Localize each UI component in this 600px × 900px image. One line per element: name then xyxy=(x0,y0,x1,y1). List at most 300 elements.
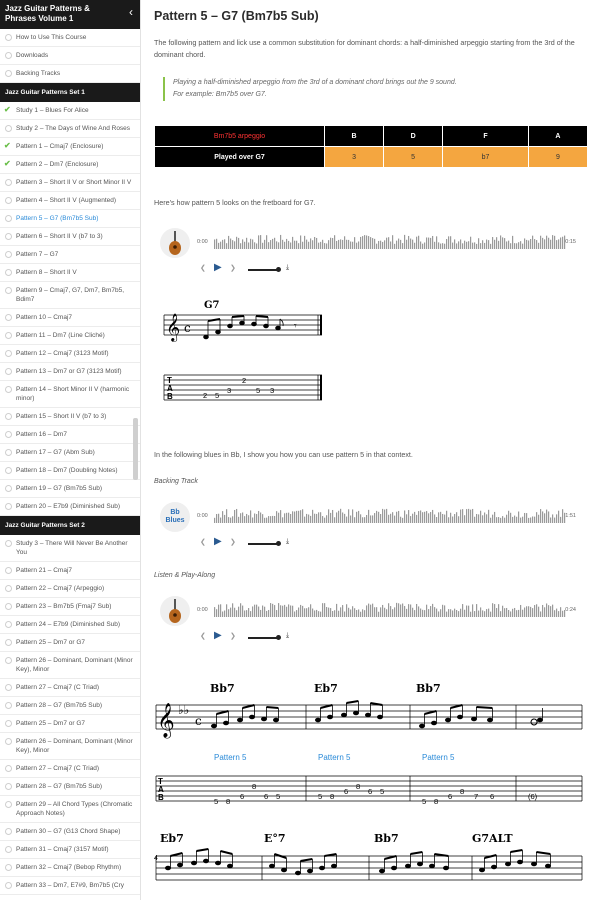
waveform-bar xyxy=(246,514,247,523)
sidebar-lesson-item[interactable] xyxy=(0,47,140,65)
note-head xyxy=(353,711,358,715)
lesson-label: Pattern 5 – G7 (Bm7b5 Sub) xyxy=(16,215,99,222)
waveform-bar xyxy=(352,509,353,523)
rest-symbol: 𝄾 xyxy=(294,321,297,332)
volume-slider[interactable] xyxy=(248,637,278,639)
sidebar-lesson-item[interactable] xyxy=(0,363,140,381)
sidebar-lesson-item[interactable] xyxy=(0,426,140,444)
rewind-icon[interactable]: ❮ xyxy=(200,633,206,640)
waveform-bar xyxy=(414,512,415,523)
waveform-bar xyxy=(528,240,529,249)
waveform-bar xyxy=(388,603,389,617)
incomplete-circle-icon xyxy=(5,702,12,709)
waveform-bar xyxy=(540,611,541,617)
waveform-bar xyxy=(358,511,359,523)
waveform-bar xyxy=(552,514,553,523)
waveform-bar xyxy=(396,241,397,249)
waveform-bar xyxy=(374,607,375,617)
incomplete-circle-icon xyxy=(5,639,12,646)
waveform-bar xyxy=(390,514,391,523)
arpeggio-table-header xyxy=(155,126,588,147)
waveform-bar xyxy=(532,516,533,523)
waveform-bar xyxy=(488,510,489,523)
waveform-bar xyxy=(256,243,257,249)
waveform-bar xyxy=(342,240,343,249)
svg-text:G7ALT: G7ALT xyxy=(472,832,513,845)
waveform-bar xyxy=(328,509,329,523)
lesson-label: Pattern 9 – Cmaj7, G7, Dm7, Bm7b5, Bdim7 xyxy=(16,287,125,303)
waveform-bar xyxy=(320,612,321,617)
svg-text:T: T xyxy=(158,777,163,786)
waveform-bar xyxy=(526,606,527,617)
waveform-bar xyxy=(308,242,309,249)
forward-icon[interactable]: ❯ xyxy=(230,633,236,640)
waveform-bar xyxy=(306,240,307,249)
waveform-bar xyxy=(456,610,457,617)
note-beam xyxy=(536,852,550,854)
waveform-bar xyxy=(346,240,347,249)
waveform-bar xyxy=(314,610,315,617)
bb-blues-thumbnail xyxy=(160,502,190,532)
waveform-bar xyxy=(240,243,241,249)
svg-text:Eb7: Eb7 xyxy=(314,682,338,695)
note-head xyxy=(517,860,522,864)
sidebar-lesson-item[interactable] xyxy=(0,634,140,652)
waveform-bar xyxy=(272,516,273,523)
sidebar-lesson-item[interactable] xyxy=(0,138,140,156)
waveform-bar xyxy=(324,518,325,523)
sidebar-lesson-item[interactable] xyxy=(0,715,140,733)
waveform-bar xyxy=(388,515,389,523)
audio-player-backing xyxy=(154,502,588,552)
waveform-bar xyxy=(314,514,315,523)
waveform-bar xyxy=(426,511,427,523)
rewind-icon[interactable]: ❮ xyxy=(200,265,206,272)
course-header xyxy=(0,0,140,29)
waveform[interactable] xyxy=(214,506,566,524)
download-icon[interactable]: ⤓ xyxy=(286,632,290,639)
waveform-bar xyxy=(384,608,385,617)
waveform-bar xyxy=(508,241,509,249)
waveform-bar xyxy=(342,512,343,523)
waveform-bar xyxy=(420,609,421,617)
incomplete-circle-icon xyxy=(5,503,12,510)
waveform-bar xyxy=(218,243,219,249)
waveform-bar xyxy=(468,509,469,523)
waveform-bar xyxy=(250,510,251,523)
note-beam xyxy=(410,852,422,854)
note-head xyxy=(237,718,242,722)
svg-text:Eb7: Eb7 xyxy=(160,832,184,845)
waveform-bar xyxy=(268,516,269,523)
waveform-bar xyxy=(536,512,537,523)
note-beam xyxy=(450,705,462,708)
sidebar-lesson-item[interactable] xyxy=(0,381,140,408)
volume-knob[interactable] xyxy=(276,541,281,546)
sidebar-lesson-item[interactable] xyxy=(0,228,140,246)
waveform-bar xyxy=(346,604,347,617)
waveform-bar xyxy=(394,607,395,617)
sidebar-lesson-item[interactable] xyxy=(0,760,140,778)
waveform-bar xyxy=(522,517,523,523)
forward-icon[interactable]: ❯ xyxy=(230,539,236,546)
note-head xyxy=(429,864,434,868)
waveform-bar xyxy=(248,608,249,617)
waveform-bar xyxy=(528,606,529,617)
waveform-bar xyxy=(456,243,457,249)
waveform-bar xyxy=(276,511,277,523)
sidebar-lesson-item[interactable] xyxy=(0,120,140,138)
note-beam xyxy=(476,707,492,708)
waveform-bar xyxy=(398,239,399,249)
waveform-bar xyxy=(520,241,521,249)
waveform-bar xyxy=(448,236,449,249)
svg-text:8: 8 xyxy=(356,782,361,791)
waveform-bar xyxy=(222,611,223,617)
waveform-bar xyxy=(404,235,405,249)
lesson-label: Pattern 15 – Short II V (b7 to 3) xyxy=(16,413,107,420)
waveform-bar xyxy=(264,240,265,249)
note-head xyxy=(405,864,410,868)
svg-text:5: 5 xyxy=(318,792,323,801)
waveform-bar xyxy=(434,514,435,523)
note-head xyxy=(191,861,196,865)
waveform-bar xyxy=(558,239,559,249)
lesson-label: Pattern 21 – Cmaj7 xyxy=(16,567,73,574)
lesson-label: Pattern 18 – Dm7 (Doubling Notes) xyxy=(16,467,118,474)
sidebar-lesson-item[interactable] xyxy=(0,246,140,264)
waveform-bar xyxy=(322,240,323,249)
lesson-label: Pattern 25 – Dm7 or G7 xyxy=(16,720,86,727)
waveform-bar xyxy=(462,509,463,523)
svg-text:2: 2 xyxy=(203,391,208,400)
waveform-bar xyxy=(440,512,441,523)
waveform-bar xyxy=(236,509,237,523)
waveform-bar xyxy=(476,514,477,523)
waveform-bar xyxy=(454,609,455,617)
waveform-bar xyxy=(438,242,439,249)
waveform-bar xyxy=(262,606,263,617)
waveform-bar xyxy=(310,238,311,249)
note-head xyxy=(211,724,216,728)
sidebar-lesson-item[interactable] xyxy=(0,210,140,228)
waveform-bar xyxy=(512,517,513,523)
table-cell: b7 xyxy=(443,147,529,168)
waveform-bar xyxy=(424,242,425,249)
waveform-bar xyxy=(512,236,513,249)
waveform-bar xyxy=(248,515,249,523)
sidebar-scrollbar[interactable] xyxy=(133,418,138,480)
waveform-bar xyxy=(364,610,365,617)
sidebar-lesson-item[interactable] xyxy=(0,778,140,796)
waveform-bar xyxy=(550,240,551,249)
volume-slider[interactable] xyxy=(248,269,278,271)
completed-check-icon: ✔ xyxy=(4,141,11,150)
waveform-bar xyxy=(258,511,259,523)
waveform-bar xyxy=(360,237,361,249)
waveform-bar xyxy=(492,237,493,249)
note-head xyxy=(273,718,278,722)
chord-symbols xyxy=(210,682,441,695)
forward-icon[interactable]: ❯ xyxy=(230,265,236,272)
waveform-bar xyxy=(474,611,475,617)
note-beam xyxy=(170,853,182,856)
sidebar-lesson-item[interactable] xyxy=(0,733,140,760)
waveform-bar xyxy=(518,242,519,249)
waveform-bar xyxy=(418,236,419,249)
waveform-bar xyxy=(438,611,439,617)
note-head xyxy=(365,713,370,717)
waveform-bar xyxy=(300,605,301,617)
waveform-bar xyxy=(350,609,351,617)
waveform-bar xyxy=(264,607,265,617)
waveform-bar xyxy=(488,609,489,617)
waveform-bar xyxy=(426,237,427,249)
section-2-list xyxy=(0,535,140,895)
waveform-bar xyxy=(314,237,315,249)
waveform-bar xyxy=(330,608,331,617)
waveform-bar xyxy=(386,509,387,523)
waveform-bar xyxy=(216,609,217,617)
sidebar-lesson-item[interactable] xyxy=(0,327,140,345)
sidebar-lesson-item[interactable] xyxy=(0,174,140,192)
sidebar-lesson-item[interactable] xyxy=(0,264,140,282)
waveform-bar xyxy=(302,509,303,523)
svg-text:5: 5 xyxy=(422,797,427,806)
waveform-bar xyxy=(292,606,293,617)
volume-knob[interactable] xyxy=(276,635,281,640)
lesson-label: Pattern 11 – Dm7 (Line Cliché) xyxy=(16,332,105,339)
svg-text:Bb7: Bb7 xyxy=(210,682,235,695)
incomplete-circle-icon xyxy=(5,287,12,294)
incomplete-circle-icon xyxy=(5,846,12,853)
waveform-bar xyxy=(474,517,475,523)
waveform-bar xyxy=(248,242,249,249)
sidebar-lesson-item[interactable] xyxy=(0,498,140,516)
waveform-bar xyxy=(496,517,497,523)
sidebar-lesson-item[interactable] xyxy=(0,697,140,715)
waveform-bar xyxy=(538,243,539,249)
sidebar-lesson-item[interactable] xyxy=(0,480,140,498)
waveform-bar xyxy=(520,518,521,523)
waveform-bar xyxy=(316,514,317,523)
svg-text:8: 8 xyxy=(226,797,231,806)
waveform-bar xyxy=(368,604,369,617)
rewind-icon[interactable]: ❮ xyxy=(200,539,206,546)
waveform[interactable] xyxy=(214,232,566,250)
waveform-bar xyxy=(328,240,329,249)
waveform-bar xyxy=(500,518,501,523)
waveform-bar xyxy=(278,603,279,617)
sidebar-lesson-item[interactable] xyxy=(0,796,140,823)
note-beam xyxy=(510,850,522,852)
waveform-bar xyxy=(546,236,547,249)
lesson-label: Pattern 32 – Cmaj7 (Bebop Rhythm) xyxy=(16,864,122,871)
waveform-bar xyxy=(490,518,491,523)
sidebar-lesson-item[interactable] xyxy=(0,29,140,47)
play-icon[interactable]: ▶ xyxy=(214,262,222,273)
incomplete-circle-icon xyxy=(5,882,12,889)
sidebar-lesson-item[interactable] xyxy=(0,562,140,580)
waveform-bar xyxy=(494,512,495,523)
audio-player-playalong xyxy=(154,596,588,646)
lesson-label: Pattern 12 – Cmaj7 (3123 Motif) xyxy=(16,350,109,357)
notation-pattern-5 xyxy=(154,295,334,415)
note-head xyxy=(443,866,448,870)
thumb-line-2: Blues xyxy=(165,517,185,524)
waveform[interactable] xyxy=(214,600,566,618)
waveform-bar xyxy=(332,611,333,617)
play-icon[interactable]: ▶ xyxy=(214,630,222,641)
waveform-bar xyxy=(214,518,215,523)
note-head xyxy=(269,864,274,868)
sidebar-lesson-item[interactable] xyxy=(0,282,140,309)
sidebar-lesson-item[interactable] xyxy=(0,462,140,480)
notation-blues-line-2 xyxy=(154,826,586,900)
waveform-bar xyxy=(422,610,423,617)
waveform-bar xyxy=(258,235,259,249)
note-head xyxy=(391,866,396,870)
note-head xyxy=(419,724,424,728)
sidebar-lesson-item[interactable] xyxy=(0,345,140,363)
sidebar-lesson-item[interactable] xyxy=(0,580,140,598)
waveform-bar xyxy=(428,609,429,617)
svg-text:Pattern 5: Pattern 5 xyxy=(214,753,247,762)
waveform-bar xyxy=(274,516,275,523)
sidebar-lesson-item[interactable] xyxy=(0,444,140,462)
volume-slider[interactable] xyxy=(248,543,278,545)
note-head xyxy=(471,717,476,721)
note-head xyxy=(203,859,208,863)
waveform-bar xyxy=(552,235,553,249)
waveform-bar xyxy=(466,242,467,249)
waveform-bar xyxy=(304,236,305,249)
volume-knob[interactable] xyxy=(276,267,281,272)
waveform-bar xyxy=(266,235,267,249)
lesson-label: Pattern 28 – G7 (Bm7b5 Sub) xyxy=(16,702,102,709)
waveform-bar xyxy=(468,241,469,249)
waveform-bar xyxy=(350,515,351,523)
sidebar-lesson-item[interactable] xyxy=(0,679,140,697)
waveform-bar xyxy=(544,239,545,249)
waveform-bar xyxy=(278,242,279,249)
waveform-bar xyxy=(380,607,381,617)
waveform-bar xyxy=(224,239,225,249)
lesson-label: Pattern 7 – G7 xyxy=(16,251,59,258)
waveform-bar xyxy=(268,610,269,617)
collapse-sidebar-icon[interactable]: ‹ xyxy=(129,5,133,19)
sidebar-lesson-item[interactable] xyxy=(0,823,140,841)
waveform-bar xyxy=(364,235,365,249)
waveform-bar xyxy=(242,512,243,523)
sidebar-lesson-item[interactable] xyxy=(0,102,140,120)
sidebar-lesson-item[interactable] xyxy=(0,408,140,426)
waveform-bar xyxy=(414,610,415,617)
sidebar-lesson-item[interactable] xyxy=(0,859,140,877)
waveform-bar xyxy=(378,241,379,249)
waveform-bar xyxy=(322,603,323,617)
treble-clef: 𝄞 xyxy=(166,313,181,341)
waveform-bar xyxy=(436,517,437,523)
waveform-bar xyxy=(486,609,487,617)
waveform-bar xyxy=(526,513,527,523)
sidebar-lesson-item[interactable] xyxy=(0,65,140,83)
waveform-bar xyxy=(470,612,471,617)
incomplete-circle-icon xyxy=(5,197,12,204)
waveform-bar xyxy=(282,606,283,617)
key-signature-flats: ♭♭ xyxy=(178,703,190,717)
waveform-bar xyxy=(434,242,435,249)
sidebar-lesson-item[interactable] xyxy=(0,309,140,327)
waveform-bar xyxy=(558,611,559,617)
waveform-bar xyxy=(302,242,303,249)
sidebar-lesson-item[interactable] xyxy=(0,156,140,174)
play-icon[interactable]: ▶ xyxy=(214,536,222,547)
waveform-bar xyxy=(422,512,423,523)
guitar-thumbnail-icon xyxy=(160,228,190,258)
lesson-label: Pattern 22 – Cmaj7 (Arpeggio) xyxy=(16,585,105,592)
waveform-bar xyxy=(310,516,311,523)
waveform-bar xyxy=(562,237,563,249)
incomplete-circle-icon xyxy=(5,368,12,375)
waveform-bar xyxy=(510,611,511,617)
sidebar-lesson-item[interactable] xyxy=(0,535,140,562)
thumb-line-1: Bb xyxy=(170,509,180,516)
sidebar-lesson-item[interactable] xyxy=(0,652,140,679)
incomplete-circle-icon xyxy=(5,70,12,77)
waveform-bar xyxy=(396,512,397,523)
waveform-bar xyxy=(286,607,287,617)
waveform-bar xyxy=(238,238,239,249)
download-icon[interactable]: ⤓ xyxy=(286,264,290,271)
sidebar-lesson-item[interactable] xyxy=(0,598,140,616)
note-beam xyxy=(216,711,228,714)
waveform-bar xyxy=(398,603,399,617)
lesson-label: Pattern 30 – G7 (G13 Chord Shape) xyxy=(16,828,121,835)
incomplete-circle-icon xyxy=(5,467,12,474)
incomplete-circle-icon xyxy=(5,720,12,727)
waveform-bar xyxy=(352,606,353,617)
sidebar-lesson-item[interactable] xyxy=(0,841,140,859)
lesson-label: Pattern 2 – Dm7 (Enclosure) xyxy=(16,161,99,168)
waveform-bar xyxy=(298,511,299,523)
incomplete-circle-icon xyxy=(5,765,12,772)
waveform-bar xyxy=(558,511,559,523)
incomplete-circle-icon xyxy=(5,215,12,222)
waveform-bar xyxy=(240,513,241,523)
note-head xyxy=(537,718,542,722)
waveform-bar xyxy=(260,513,261,523)
guitar-thumbnail-icon xyxy=(160,596,190,626)
waveform-bar xyxy=(392,512,393,523)
waveform-bar xyxy=(476,244,477,249)
waveform-bar xyxy=(398,511,399,523)
waveform-bar xyxy=(554,236,555,249)
sidebar-lesson-item[interactable] xyxy=(0,192,140,210)
waveform-bar xyxy=(440,609,441,617)
note-head xyxy=(417,862,422,866)
waveform-bar xyxy=(288,604,289,617)
lesson-label: Backing Tracks xyxy=(16,70,61,77)
download-icon[interactable]: ⤓ xyxy=(286,538,290,545)
waveform-bar xyxy=(254,605,255,617)
sidebar-lesson-item[interactable] xyxy=(0,877,140,895)
waveform-bar xyxy=(250,239,251,249)
waveform-bar xyxy=(220,518,221,523)
incomplete-circle-icon xyxy=(5,864,12,871)
waveform-bar xyxy=(554,518,555,523)
sidebar-lesson-item[interactable] xyxy=(0,616,140,634)
